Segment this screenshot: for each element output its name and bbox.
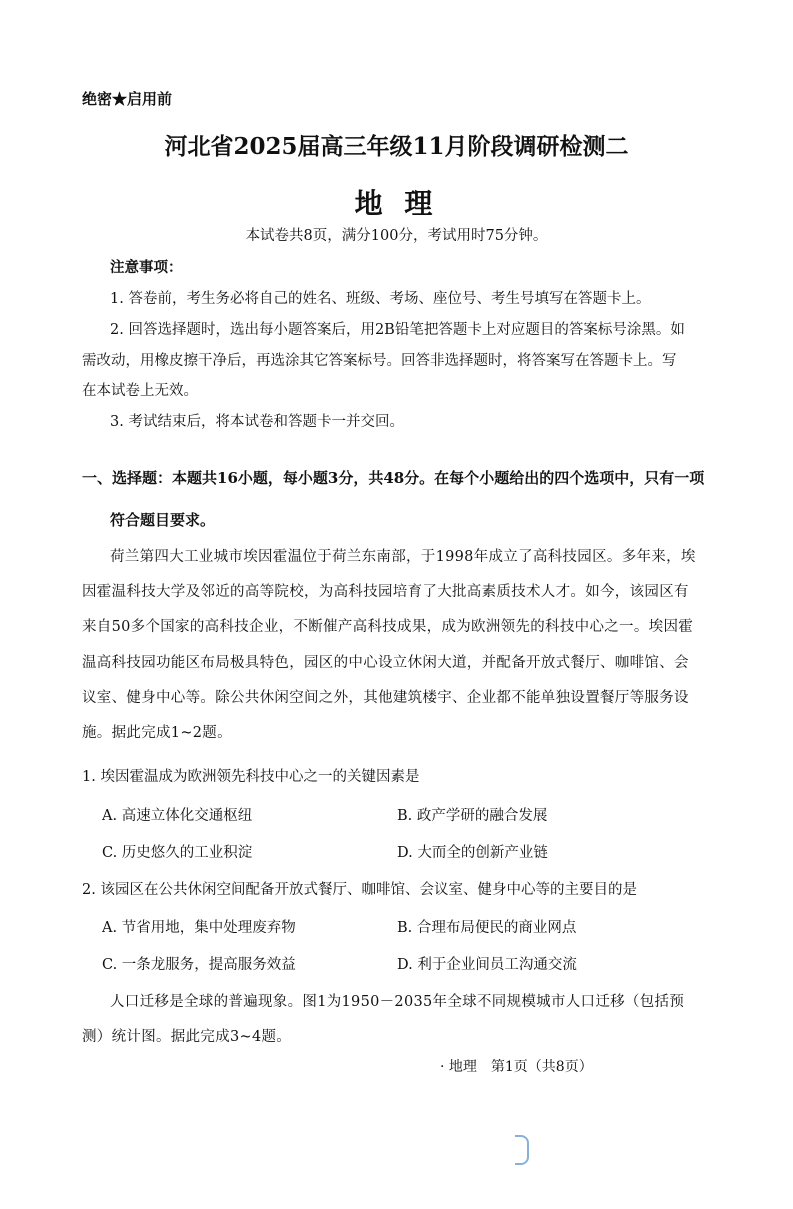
scan-artifact [515,1135,529,1165]
exam-title: 河北省2025届高三年级11月阶段调研检测二 [164,133,629,160]
question-2-stem: 2. 该园区在公共休闲空间配备开放式餐厅、咖啡馆、会议室、健身中心等的主要目的是 [82,882,637,898]
passage-line: 荷兰第四大工业城市埃因霍温位于荷兰东南部，于1998年成立了高科技园区。多年来，埃 [110,549,696,565]
subject-title: 地 理 [354,187,439,220]
passage-line: 施。据此完成1~2题。 [82,725,232,741]
passage-line: 来自50多个国家的高科技企业，不断催产高科技成果，成为欧洲领先的科技中心之一。埃因霍 [82,619,694,635]
passage-line: 测）统计图。据此完成3~4题。 [82,1029,292,1045]
note-line: 2. 回答选择题时，选出每小题答案后，用2B铅笔把答题卡上对应题目的答案标号涂黑。如 [110,322,685,338]
note-line: 需改动，用橡皮擦干净后，再选涂其它答案标号。回答非选择题时，将答案写在答题卡上。写 [82,353,677,369]
page-footer: · 地理 第1页（共8页） [440,1059,593,1075]
passage-line: 议室、健身中心等。除公共休闲空间之外，其他建筑楼宇、企业都不能单独设置餐厅等服务设 [82,690,689,706]
note-line: 在本试卷上无效。 [82,383,198,399]
passage-line: 温高科技园功能区布局极具特色，园区的中心设立休闲大道，并配备开放式餐厅、咖啡馆、会 [82,655,689,671]
question-1-option-a: A. 高速立体化交通枢纽 [102,808,253,824]
question-2-option-c: C. 一条龙服务，提高服务效益 [102,957,296,973]
notes-heading: 注意事项： [110,259,183,276]
question-2-option-b: B. 合理布局便民的商业网点 [397,920,577,936]
question-2-option-a: A. 节省用地，集中处理废弃物 [102,920,296,936]
question-1-stem: 1. 埃因霍温成为欧洲领先科技中心之一的关键因素是 [82,769,420,785]
confidential-mark: 绝密★启用前 [82,90,173,108]
question-2-option-d: D. 利于企业间员工沟通交流 [397,957,577,973]
question-1-option-c: C. 历史悠久的工业积淀 [102,845,253,861]
section-heading: 一、选择题：本题共16小题，每小题3分，共48分。在每个小题给出的四个选项中，只有一项 [82,469,705,487]
question-1-option-d: D. 大而全的创新产业链 [397,845,548,861]
section-heading-cont: 符合题目要求。 [110,511,216,529]
passage-line: 人口迁移是全球的普遍现象。图1为1950－2035年全球不同规模城市人口迁移（包括预 [110,994,685,1010]
note-line: 1. 答卷前，考生务必将自己的姓名、班级、考场、座位号、考生号填写在答题卡上。 [110,291,651,307]
question-1-option-b: B. 政产学研的融合发展 [397,808,548,824]
exam-meta: 本试卷共8页，满分100分，考试用时75分钟。 [245,228,548,244]
note-line: 3. 考试结束后，将本试卷和答题卡一并交回。 [110,414,404,430]
passage-line: 因霍温科技大学及邻近的高等院校，为高科技园培育了大批高素质技术人才。如今，该园区有 [82,584,689,600]
